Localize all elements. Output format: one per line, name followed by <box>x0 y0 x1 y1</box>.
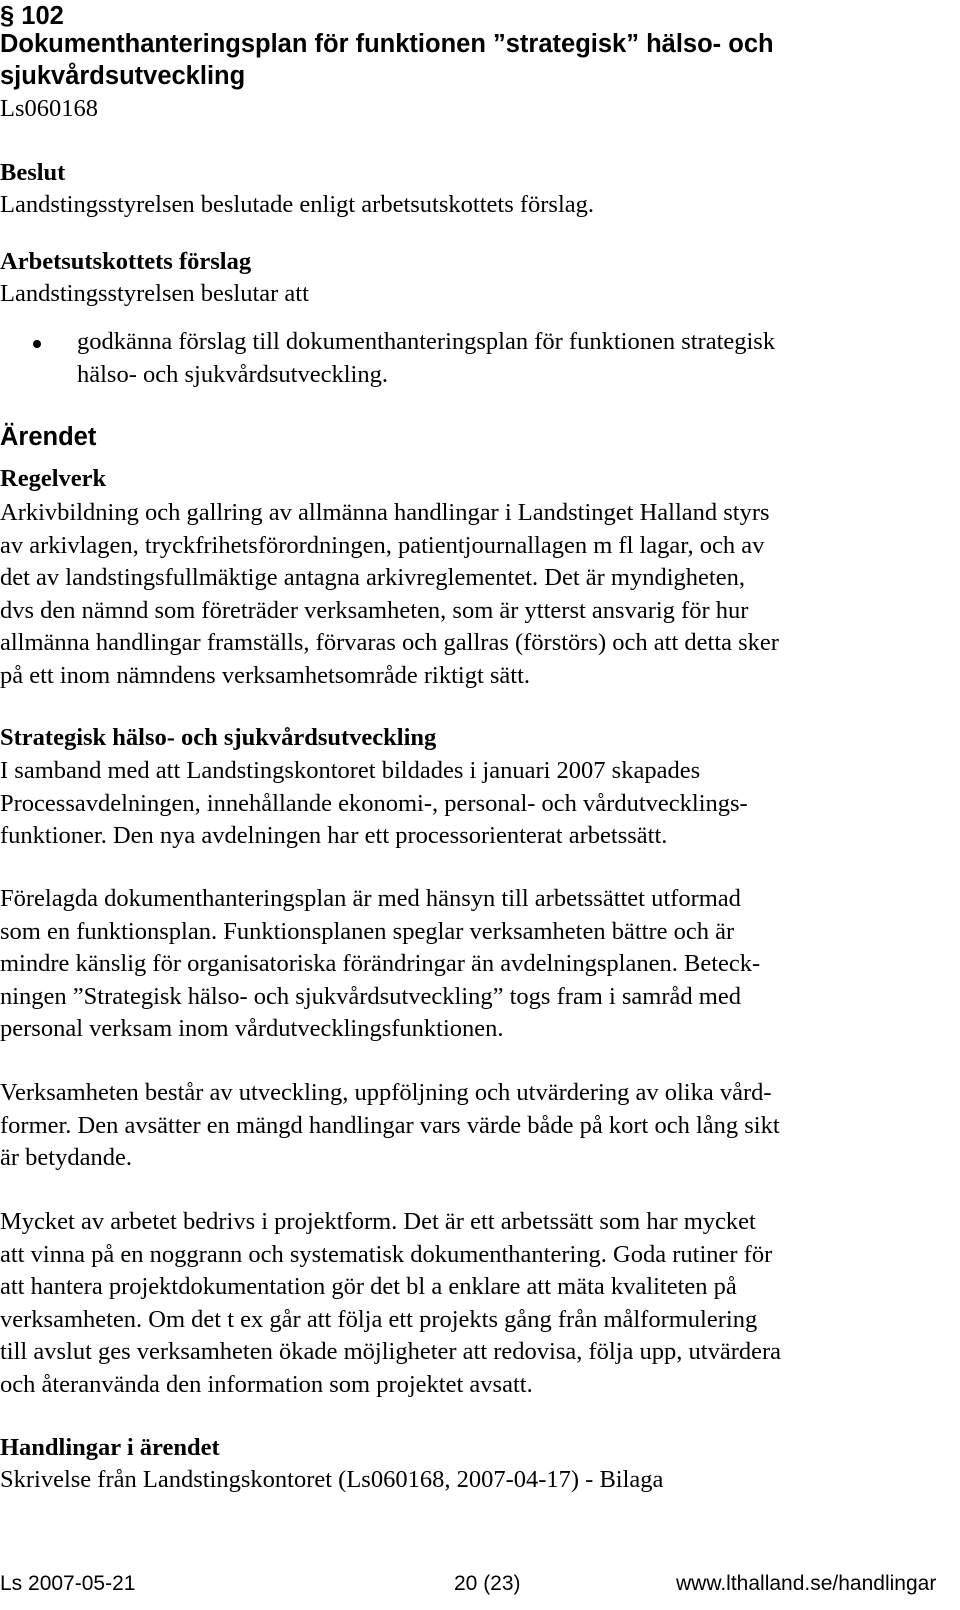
title-line: sjukvårdsutveckling <box>0 62 246 90</box>
strategisk-paragraph-2 <box>0 883 910 1046</box>
paragraph-line: av arkivlagen, tryckfrihetsförordningen, patientjournallagen m fl lagar, och av <box>0 531 765 559</box>
paragraph-line: ningen ”Strategisk hälso- och sjukvårdsutveckling” togs fram i samråd med <box>0 982 741 1010</box>
paragraph-line: Arkivbildning och gallring av allmänna handlingar i Landstinget Halland styrs <box>0 499 770 526</box>
page-footer <box>0 1568 936 1600</box>
regelverk-heading: Regelverk <box>0 465 107 492</box>
regelverk-paragraph <box>0 497 910 692</box>
paragraph-line: dvs den nämnd som företräder verksamheten, som är ytterst ansvarig för hur <box>0 596 749 624</box>
paragraph-line: till avslut ges verksamheten ökade möjligheter att redovisa, följa upp, utvärdera <box>0 1338 782 1365</box>
bullet-line: hälso- och sjukvårdsutveckling. <box>77 360 388 388</box>
beslut-heading: Beslut <box>0 159 66 186</box>
paragraph-line: allmänna handlingar framställs, förvaras och gallras (förstörs) och att detta sker <box>0 629 779 656</box>
paragraph-line: funktioner. Den nya avdelningen har ett processorienterat arbetssätt. <box>0 822 668 849</box>
paragraph-line: Verksamheten består av utveckling, uppföljning och utvärdering av olika vård- <box>0 1079 772 1106</box>
strategisk-paragraph-1 <box>0 755 910 853</box>
paragraph-line: är betydande. <box>0 1144 132 1171</box>
paragraph-line: Mycket av arbetet bedrivs i projektform. Det är ett arbetssätt som har mycket <box>0 1208 756 1235</box>
handlingar-text: Skrivelse från Landstingskontoret (Ls060168, 2007-04-17) - Bilaga <box>0 1466 664 1493</box>
paragraph-line: det av landstingsfullmäktige antagna arkivreglementet. Det är myndigheten, <box>0 564 745 591</box>
section-number: § 102 <box>0 2 64 30</box>
footer-date: Ls 2007-05-21 <box>0 1572 136 1595</box>
bullet-icon <box>33 340 41 348</box>
bullet-text <box>77 326 775 391</box>
strategisk-paragraph-3 <box>0 1077 910 1175</box>
paragraph-line: att vinna på en noggrann och systematisk dokumenthantering. Goda rutiner för <box>0 1240 773 1268</box>
footer-website-link[interactable]: www.lthalland.se/handlingar <box>676 1572 937 1595</box>
paragraph-line: personal verksam inom vårdutvecklingsfunktionen. <box>0 1015 504 1042</box>
proposal-heading: Arbetsutskottets förslag <box>0 248 252 275</box>
arendet-heading: Ärendet <box>0 423 97 451</box>
bullet-line: godkänna förslag till dokumenthanteringsplan för funktionen strategisk <box>77 328 776 355</box>
proposal-intro: Landstingsstyrelsen beslutar att <box>0 280 309 307</box>
paragraph-line: Förelagda dokumenthanteringsplan är med hänsyn till arbetssättet utformad <box>0 885 741 912</box>
paragraph-line: former. Den avsätter en mängd handlingar vars värde både på kort och lång sikt <box>0 1111 780 1139</box>
handlingar-heading: Handlingar i ärendet <box>0 1434 220 1461</box>
strategisk-paragraph-4 <box>0 1206 910 1401</box>
paragraph-line: som en funktionsplan. Funktionsplanen speglar verksamheten bättre och är <box>0 917 735 945</box>
paragraph-line: och återanvända den information som projektet avsatt. <box>0 1370 533 1398</box>
paragraph-line: Processavdelningen, innehållande ekonomi-, personal- och vårdutvecklings- <box>0 789 748 817</box>
beslut-text: Landstingsstyrelsen beslutade enligt arbetsutskottets förslag. <box>0 191 595 218</box>
reference-number: Ls060168 <box>0 95 98 122</box>
paragraph-line: att hantera projektdokumentation gör det bl a enklare att mäta kvaliteten på <box>0 1273 737 1300</box>
paragraph-line: mindre känslig för organisatoriska förändringar än avdelningsplanen. Beteck- <box>0 950 761 977</box>
title-line: Dokumenthanteringsplan för funktionen ”strategisk” hälso- och <box>0 30 774 58</box>
footer-page-number: 20 (23) <box>454 1572 521 1595</box>
paragraph-line: I samband med att Landstingskontoret bildades i januari 2007 skapades <box>0 757 701 784</box>
strategisk-heading: Strategisk hälso- och sjukvårdsutveckling <box>0 724 437 751</box>
paragraph-line: verksamheten. Om det t ex går att följa ett projekts gång från målformulering <box>0 1305 758 1333</box>
paragraph-line: på ett inom nämndens verksamhetsområde riktigt sätt. <box>0 661 531 689</box>
document-title <box>0 28 774 92</box>
